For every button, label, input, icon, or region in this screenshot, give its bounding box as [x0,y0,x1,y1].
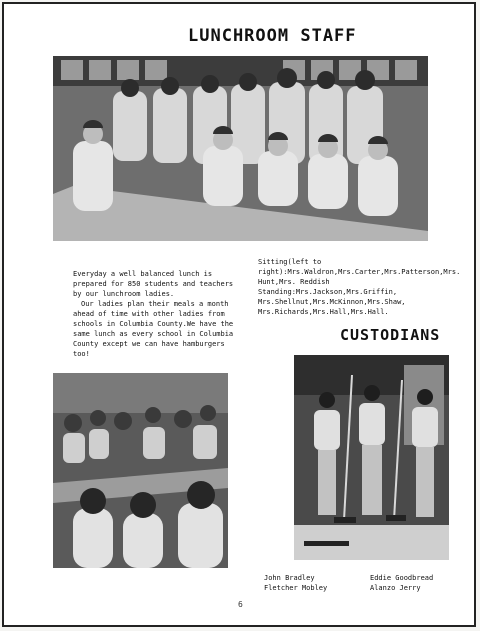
staff-caption [258,247,461,327]
custodian-name-bradley: John Bradley [264,574,315,582]
lunchroom-paragraph-1: Everyday a well balanced lunch is prepared for 850 students and teachers by our lunchroom ladies. [73,270,234,298]
custodians-title: CUSTODIANS [340,326,441,344]
custodian-name-goodbread: Eddie Goodbread [370,574,434,582]
students-lunch-photo [53,373,228,568]
custodian-name-jerry: Alanzo Jerry [370,584,421,592]
custodian-name-mobley: Fletcher Mobley [264,584,328,592]
lunchroom-staff-title: LUNCHROOM STAFF [188,26,357,46]
lunchroom-description [73,259,243,369]
custodians-photo [294,355,449,560]
staff-caption-standing: Standing:Mrs.Jackson,Mrs.Griffin, Mrs.Shellnut,Mrs.McKinnon,Mrs.Shaw, Mrs.Richards,Mrs.Hall,Mrs.Hall. [258,288,406,316]
lunchroom-paragraph-2: Our ladies plan their meals a month ahead of time with other ladies from schools in Columbia County.We have the same lunch as every school in Columbia County except we can have hamburgers too! [73,300,234,358]
lunchroom-staff-photo [53,56,428,241]
staff-caption-sitting: Sitting(left to right):Mrs.Waldron,Mrs.Carter,Mrs.Patterson,Mrs. Hunt,Mrs. Reddish [258,258,461,286]
page-number: 6 [238,600,243,609]
